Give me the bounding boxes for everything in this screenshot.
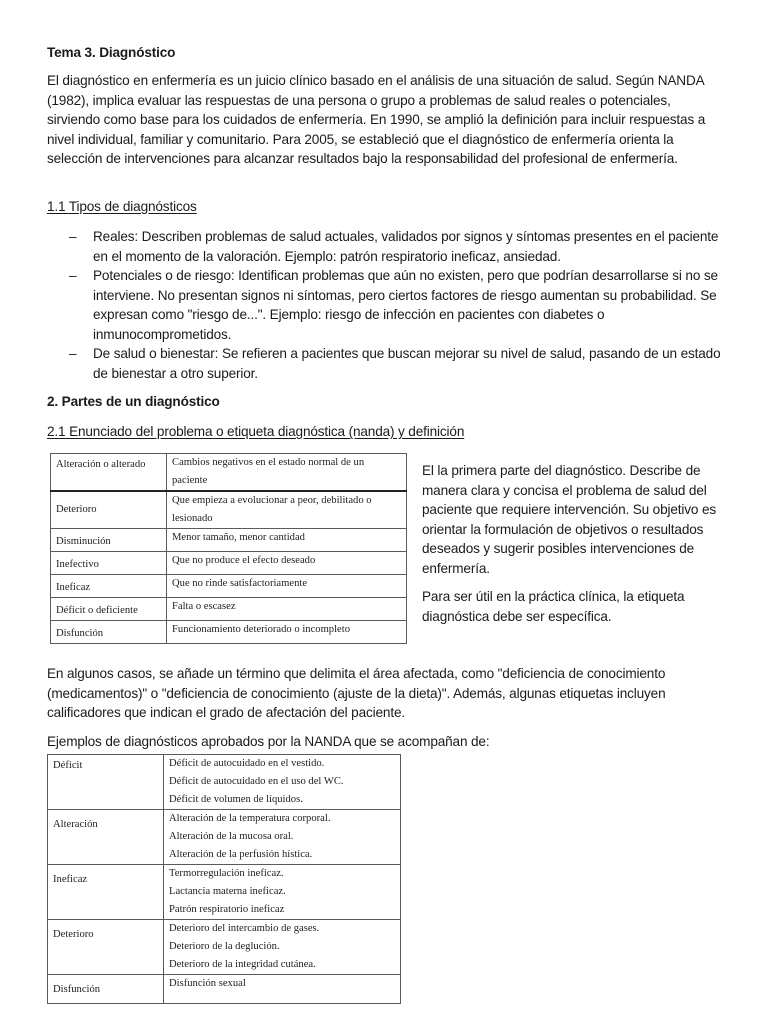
- table-cell-definition: Menor tamaño, menor cantidad: [167, 529, 407, 552]
- table-row: [51, 552, 407, 575]
- table-cell-examples: [164, 810, 401, 865]
- table-cell-definition: Cambios negativos en el estado normal de un paciente: [167, 454, 407, 492]
- table-row: [51, 575, 407, 598]
- section-heading-partes: 2. Partes de un diagnóstico: [47, 394, 220, 409]
- table-cell-definition: Falta o escasez: [167, 598, 407, 621]
- table-cell-definition: Que no produce el efecto deseado: [167, 552, 407, 575]
- table-row: [51, 529, 407, 552]
- list-item: [47, 344, 727, 383]
- table-row: [51, 598, 407, 621]
- example-item: Alteración de la temperatura corporal.: [169, 813, 331, 824]
- example-item: Déficit de autocuidado en el vestido.: [169, 758, 325, 769]
- table-cell-term: Disfunción: [51, 621, 167, 644]
- table-cell-definition: Que empieza a evolucionar a peor, debilitado o lesionado: [167, 491, 407, 529]
- side-paragraph-description: El la primera parte del diagnóstico. Describe de manera clara y concisa el problema de salud del paciente que requiere intervención. Su objetivo es orientar la formulación de objetivos o resultados deseados y sugerir posibles intervenciones de enfermería.: [422, 463, 717, 576]
- list-item: [47, 227, 727, 266]
- table-cell-definition: Que no rinde satisfactoriamente: [167, 575, 407, 598]
- table-row: [51, 621, 407, 644]
- table-row: [51, 491, 407, 529]
- table-cell-term: Déficit o deficiente: [51, 598, 167, 621]
- section-heading-enunciado: 2.1 Enunciado del problema o etiqueta diagnóstica (nanda) y definición: [47, 424, 465, 439]
- example-item: Deterioro de la deglución.: [169, 941, 280, 952]
- table-cell-term: Deterioro: [51, 491, 167, 529]
- example-item: Termorregulación ineficaz.: [169, 868, 284, 879]
- table-row: [51, 454, 407, 492]
- dash-bullet-icon: –: [69, 268, 77, 283]
- example-item: Alteración de la perfusión hística.: [169, 849, 313, 860]
- table-cell-term: Ineficaz: [48, 865, 164, 920]
- table-cell-term: Déficit: [48, 755, 164, 810]
- list-item-text: Reales: Describen problemas de salud actuales, validados por signos y síntomas presentes en el paciente en el momento de la valoración. Ejemplo: patrón respiratorio ineficaz, ansiedad.: [93, 229, 719, 264]
- example-item: Patrón respiratorio ineficaz: [169, 904, 285, 915]
- table-row: [48, 920, 401, 975]
- table-cell-examples: [164, 975, 401, 1004]
- page-title: Tema 3. Diagnóstico: [47, 45, 176, 60]
- table-cell-definition: Funcionamiento deteriorado o incompleto: [167, 621, 407, 644]
- qualifiers-paragraph: En algunos casos, se añade un término que delimita el área afectada, como "deficiencia de conocimiento (medicamentos)" o "deficiencia de conocimiento (ajuste de la dieta)". Además, algunas etiquetas incluyen calificadores que indican el grado de afectación del paciente.: [47, 666, 666, 720]
- table-cell-term: Disminución: [51, 529, 167, 552]
- dash-bullet-icon: –: [69, 346, 77, 361]
- table-cell-term: Inefectivo: [51, 552, 167, 575]
- side-paragraph-specific: Para ser útil en la práctica clínica, la etiqueta diagnóstica debe ser específica.: [422, 589, 685, 624]
- list-item-text: De salud o bienestar: Se refieren a pacientes que buscan mejorar su nivel de salud, pasando de un estado de bienestar a otro superior.: [93, 346, 721, 381]
- nanda-examples-table: [47, 754, 401, 1004]
- dash-bullet-icon: –: [69, 229, 77, 244]
- example-item: Déficit de autocuidado en el uso del WC.: [169, 776, 344, 787]
- section-heading-tipos: 1.1 Tipos de diagnósticos: [47, 199, 197, 214]
- example-item: Deterioro del intercambio de gases.: [169, 923, 320, 934]
- table-cell-term: Deterioro: [48, 920, 164, 975]
- example-item: Deterioro de la integridad cutánea.: [169, 959, 316, 970]
- table-cell-term: Alteración o alterado: [51, 454, 167, 492]
- list-item: [47, 266, 727, 344]
- diagnosis-types-list: [47, 227, 727, 383]
- example-item: Déficit de volumen de líquidos.: [169, 794, 303, 805]
- table-cell-term: Alteración: [48, 810, 164, 865]
- intro-paragraph: El diagnóstico en enfermería es un juicio clínico basado en el análisis de una situación de salud. Según NANDA (1982), implica evaluar las respuestas de una persona o grupo a problemas de salud reales o potenciales, sirviendo como base para los cuidados de enfermería. En 1990, se amplió la definición para incluir respuestas a nivel individual, familiar y comunitario. Para 2005, se estableció que el diagnóstico de enfermería orienta la selección de intervenciones para alcanzar resultados bajo la responsabilidad del profesional de enfermería.: [47, 73, 706, 166]
- table-cell-examples: [164, 865, 401, 920]
- table-row: [48, 975, 401, 1004]
- table-cell-term: Ineficaz: [51, 575, 167, 598]
- terms-definitions-table: [50, 453, 407, 644]
- table-cell-examples: [164, 920, 401, 975]
- examples-intro: Ejemplos de diagnósticos aprobados por la NANDA que se acompañan de:: [47, 734, 490, 749]
- example-item: Lactancia materna ineficaz.: [169, 886, 286, 897]
- example-item: Alteración de la mucosa oral.: [169, 831, 294, 842]
- table-row: [48, 865, 401, 920]
- example-item: Disfunción sexual: [169, 978, 246, 989]
- table-cell-term: Disfunción: [48, 975, 164, 1004]
- list-item-text: Potenciales o de riesgo: Identifican problemas que aún no existen, pero que podrían desarrollarse si no se interviene. No presentan signos ni síntomas, pero ciertos factores de riesgo aumentan su probabilidad. Se expresan como "riesgo de...". Ejemplo: riesgo de infección en pacientes con diabetes o inmunocomprometidos.: [93, 268, 718, 342]
- table-row: [48, 810, 401, 865]
- table-row: [48, 755, 401, 810]
- table-cell-examples: [164, 755, 401, 810]
